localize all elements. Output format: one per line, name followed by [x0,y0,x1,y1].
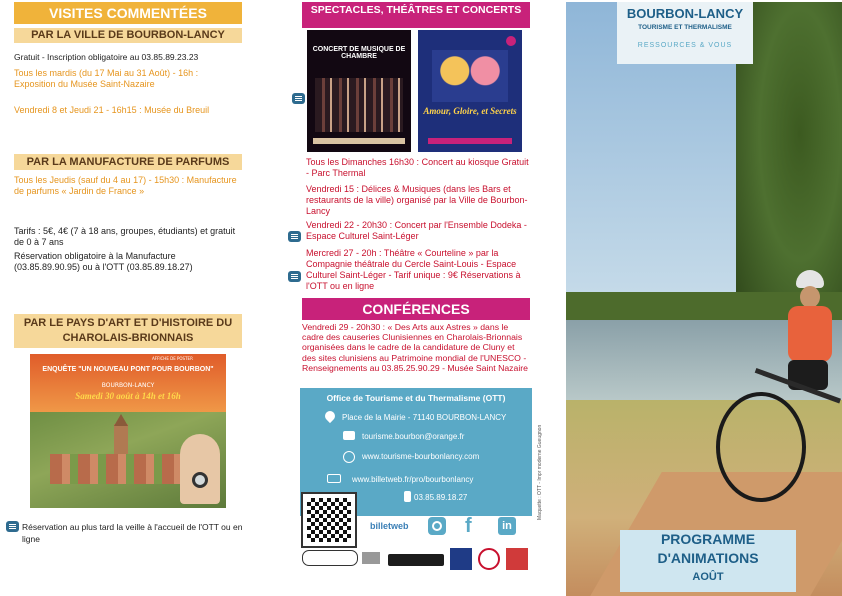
poster-date: Samedi 30 août à 14h et 16h [75,391,181,401]
section-ville-title: PAR LA VILLE DE BOURBON-LANCY [14,28,242,43]
brand-tagline: RESSOURCES & VOUS [637,42,733,49]
ville-free-text: Gratuit - Inscription obligatoire au 03.85.89.23.23 [14,52,199,62]
conferences-header: CONFÉRENCES [302,298,530,320]
enquete-poster [30,354,226,508]
manufacture-resa-text: Réservation obligatoire à la Manufacture (03.85.89.90.95) ou à l'OTT (03.85.89.18.27) [14,251,193,272]
brand-subtitle: TOURISME ET THERMALISME [638,24,732,31]
reservation-online-icon [6,521,19,532]
event-friday-22: Vendredi 22 - 20h30 : Concert par l'Ensemble Dodeka - Espace Culturel Saint-Léger [306,220,527,241]
facebook-icon[interactable]: f [465,515,472,537]
email-icon [343,431,355,440]
billetweb-logo: billetweb [370,521,409,531]
globe-icon [343,451,355,463]
theatre-badge-icon [506,36,516,46]
section-manufacture-title: PAR LA MANUFACTURE DE PARFUMS [14,154,242,170]
magnifier-icon [192,472,208,488]
conference-text: Vendredi 29 - 20h30 : « Des Arts aux Astres » dans le cadre des causeries Clunisiennes en Charolais-Brionnais organisées dans le cadre de la candidature de Cluny et des sites clunisiens au Patrimoine mondial de l'UNESCO - Renseignements au 03.85.25.90.29 - Musée Saint Nazaire [302,322,529,373]
keyboard-icon [327,474,341,483]
partner-logo-4 [450,548,472,570]
spectacles-header: SPECTACLES, THÉÂTRES ET CONCERTS [302,2,530,28]
programme-month: AOÛT [692,571,724,583]
phone-icon [404,491,411,502]
qr-pattern [307,498,351,542]
instagram-icon[interactable] [428,517,446,535]
ville-tuesdays-text: Tous les mardis (du 17 Mai au 31 Août) - 16h : Exposition du Musée Saint-Nazaire [14,68,199,89]
qr-code[interactable] [301,492,357,548]
reservation-icon-1 [292,93,305,104]
poster-small-label: AFFICHE DE POSTER [152,356,193,361]
partner-logo-3 [388,554,444,566]
partner-logo-5 [478,548,500,570]
brand-title: BOURBON-LANCY [626,6,744,21]
theatre-footer [428,138,512,144]
theatre-poster [418,30,522,152]
manufacture-thursdays-text: Tous les Jeudis (sauf du 4 au 17) - 15h30 : Manufacture de parfums « Jardin de France » [14,175,237,196]
theatre-poster-title: Amour, Gloire, et Secrets [423,106,517,116]
theatre-actors [432,50,508,102]
instagram-lens [432,521,442,531]
office-phone: 03.85.89.18.27 [414,493,468,502]
reservation-icon-3 [288,271,301,282]
concert-poster-title: CONCERT DE MUSIQUE DE CHAMBRE [312,46,406,60]
poster-roofs [50,454,200,484]
poster-city: BOURBON-LANCY [101,382,155,389]
partner-logo-6 [506,548,528,570]
event-sundays: Tous les Dimanches 16h30 : Concert au kiosque Gratuit - Parc Thermal [306,157,529,178]
office-billetweb-link[interactable]: www.billetweb.fr/pro/bourbonlancy [352,475,474,484]
poster-detective-illustration [180,434,220,504]
programme-line1: PROGRAMME [660,531,756,547]
poster-church-spire [114,414,128,426]
manufacture-tarifs-text: Tarifs : 5€, 4€ (7 à 18 ans, groupes, étudiants) et gratuit de 0 à 7 ans [14,226,236,247]
accessibility-logo [302,550,358,566]
poster-title: ENQUÊTE "UN NOUVEAU PONT POUR BOURBON" [42,366,214,373]
section-pays-art-title: PAR LE PAYS D'ART ET D'HISTOIRE DU CHAROLAIS-BRIONNAIS [14,314,242,348]
event-friday-15: Vendredi 15 : Délices & Musiques (dans les Bars et restaurants de la ville) organisé par la Ville de Bourbon-Lancy [306,184,528,216]
cover-photo [566,2,842,596]
partner-logos [302,548,530,572]
partner-logo-2 [362,552,380,564]
office-title: Office de Tourisme et du Thermalisme (OTT) [326,393,506,403]
cyclist-shirt [788,306,832,362]
event-wednesday-27: Mercredi 27 - 20h : Théâtre « Courteline » par la Compagnie théâtrale du Cercle Saint-Louis - Espace Culturel Saint-Léger - Tarif unique : 9€ Réservations à l'OTT ou en ligne [306,248,521,291]
cyclist-head [800,286,820,308]
linkedin-icon[interactable]: in [498,517,516,535]
concert-footer [313,138,405,144]
concert-musicians [315,78,403,132]
office-email[interactable]: tourisme.bourbon@orange.fr [362,432,465,441]
visites-header: VISITES COMMENTÉES [14,2,242,24]
credit-vertical: Maquette : OTT - Impr moderne Gueugnon [537,424,543,520]
ville-friday-text: Vendredi 8 et Jeudi 21 - 16h15 : Musée du Breuil [14,105,210,115]
reservation-icon-2 [288,231,301,242]
office-website[interactable]: www.tourisme-bourbonlancy.com [362,452,480,461]
office-address: Place de la Mairie - 71140 BOURBON-LANCY [342,413,507,422]
concert-poster [307,30,411,152]
reservation-note: Réservation au plus tard la veille à l'accueil de l'OTT ou en ligne [22,522,243,544]
programme-line2: D'ANIMATIONS [657,550,759,566]
